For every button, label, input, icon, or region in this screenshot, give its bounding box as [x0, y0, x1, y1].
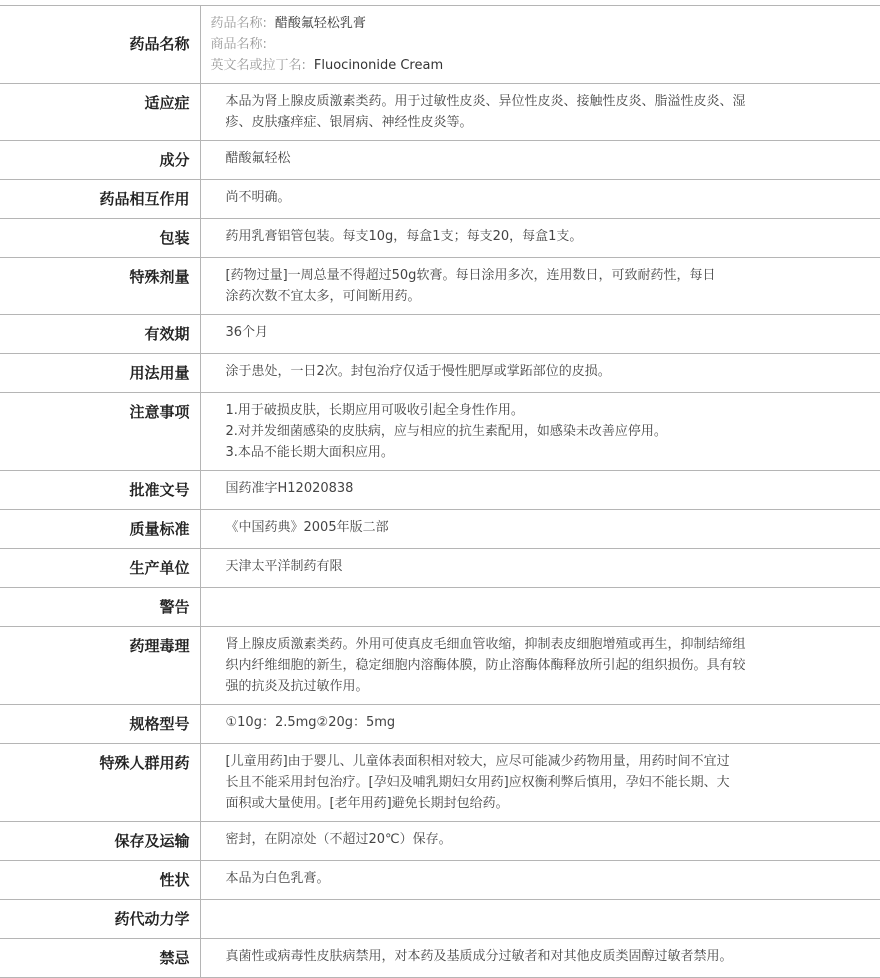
row-value	[200, 141, 880, 180]
row-value	[200, 510, 880, 549]
trade-name-label: 商品名称:	[210, 37, 267, 52]
drug-spec-table	[0, 5, 880, 978]
generic-name-line	[211, 13, 791, 34]
row-label: 包装	[0, 219, 200, 258]
value-line: 涂于患处，一日2次。封包治疗仅适于慢性肥厚或掌跖部位的皮损。	[225, 364, 611, 379]
row-label: 特殊人群用药	[0, 744, 200, 822]
english-name-line	[211, 55, 791, 76]
row-label: 药理毒理	[0, 627, 200, 705]
row-shelf-life	[0, 315, 880, 354]
row-label: 成分	[0, 141, 200, 180]
value-line: 肾上腺皮质激素类药。外用可使真皮毛细血管收缩，抑制表皮细胞增殖或再生，抑制结缔组	[225, 637, 746, 652]
row-pharmacokinetics	[0, 900, 880, 939]
generic-name-value: 醋酸氟轻松乳膏	[274, 16, 366, 31]
value-line: 强的抗炎及抗过敏作用。	[225, 679, 369, 694]
row-value	[200, 219, 880, 258]
row-value	[200, 84, 880, 141]
row-pharmacology	[0, 627, 880, 705]
value-line: 3.本品不能长期大面积应用。	[225, 445, 394, 460]
row-value	[200, 939, 880, 978]
row-ingredients	[0, 141, 880, 180]
row-label: 规格型号	[0, 705, 200, 744]
row-value	[200, 354, 880, 393]
row-label: 警告	[0, 588, 200, 627]
row-label: 药品名称	[0, 6, 200, 84]
row-value	[200, 822, 880, 861]
row-contraindications	[0, 939, 880, 978]
row-specification	[0, 705, 880, 744]
row-value	[200, 588, 880, 627]
row-value	[200, 705, 880, 744]
row-label: 药代动力学	[0, 900, 200, 939]
row-value	[200, 393, 880, 471]
name-block	[200, 6, 880, 84]
row-value	[200, 471, 880, 510]
row-warning	[0, 588, 880, 627]
value-line: 2.对并发细菌感染的皮肤病，应与相应的抗生素配用，如感染未改善应停用。	[225, 424, 667, 439]
value-line: [儿童用药]由于婴儿、儿童体表面积相对较大，应尽可能减少药物用量，用药时间不宜过	[225, 754, 730, 769]
value-line: 本品为肾上腺皮质激素类药。用于过敏性皮炎、异位性皮炎、接触性皮炎、脂溢性皮炎、湿	[225, 94, 746, 109]
row-special-dosage	[0, 258, 880, 315]
row-label: 特殊剂量	[0, 258, 200, 315]
value-line: 36个月	[225, 325, 269, 340]
row-value	[200, 900, 880, 939]
row-value	[200, 861, 880, 900]
row-packaging	[0, 219, 880, 258]
row-storage	[0, 822, 880, 861]
value-line: 长且不能采用封包治疗。[孕妇及哺乳期妇女用药]应权衡利弊后慎用，孕妇不能长期、大	[225, 775, 730, 790]
value-line: 醋酸氟轻松	[225, 151, 291, 166]
row-precautions	[0, 393, 880, 471]
value-line: ①10g：2.5mg②20g：5mg	[225, 715, 396, 730]
value-line: 国药准字H12020838	[225, 481, 354, 496]
value-line: 1.用于破损皮肤，长期应用可吸收引起全身性作用。	[225, 403, 524, 418]
row-appearance	[0, 861, 880, 900]
value-line: 织内纤维细胞的新生，稳定细胞内溶酶体膜，防止溶酶体酶释放所引起的组织损伤。具有较	[225, 658, 746, 673]
row-label: 有效期	[0, 315, 200, 354]
row-interactions	[0, 180, 880, 219]
value-line: 真菌性或病毒性皮肤病禁用，对本药及基质成分过敏者和对其他皮质类固醇过敏者禁用。	[225, 949, 733, 964]
row-label: 保存及运输	[0, 822, 200, 861]
row-approval-number	[0, 471, 880, 510]
row-value	[200, 315, 880, 354]
row-label: 性状	[0, 861, 200, 900]
value-line	[226, 907, 791, 928]
row-value	[200, 627, 880, 705]
row-quality-standard	[0, 510, 880, 549]
row-manufacturer	[0, 549, 880, 588]
value-line: 《中国药典》2005年版二部	[225, 520, 389, 535]
row-drug-name	[0, 6, 880, 84]
value-line: 天津太平洋制药有限	[225, 559, 343, 574]
row-value	[200, 744, 880, 822]
row-label: 适应症	[0, 84, 200, 141]
row-value	[200, 549, 880, 588]
english-name-value: Fluocinonide Cream	[313, 58, 444, 73]
generic-name-label: 药品名称:	[210, 16, 267, 31]
row-label: 禁忌	[0, 939, 200, 978]
row-label: 生产单位	[0, 549, 200, 588]
row-label: 质量标准	[0, 510, 200, 549]
trade-name-line	[211, 34, 791, 55]
value-line: 疹、皮肤瘙痒症、银屑病、神经性皮炎等。	[225, 115, 473, 130]
value-line: 涂药次数不宜太多，可间断用药。	[225, 289, 421, 304]
row-value	[200, 258, 880, 315]
row-label: 药品相互作用	[0, 180, 200, 219]
english-name-label: 英文名或拉丁名:	[210, 58, 306, 73]
row-label: 用法用量	[0, 354, 200, 393]
value-line: 尚不明确。	[225, 190, 291, 205]
value-line	[226, 595, 791, 616]
row-special-populations	[0, 744, 880, 822]
value-line: 密封，在阴凉处（不超过20℃）保存。	[225, 832, 452, 847]
row-label: 注意事项	[0, 393, 200, 471]
row-value	[200, 180, 880, 219]
row-label: 批准文号	[0, 471, 200, 510]
value-line: 本品为白色乳膏。	[225, 871, 330, 886]
row-indications	[0, 84, 880, 141]
value-line: [药物过量]一周总量不得超过50g软膏。每日涂用多次，连用数日，可致耐药性，每日	[225, 268, 716, 283]
value-line: 药用乳膏铝管包装。每支10g，每盒1支；每支20，每盒1支。	[225, 229, 583, 244]
row-usage	[0, 354, 880, 393]
value-line: 面积或大量使用。[老年用药]避免长期封包给药。	[225, 796, 509, 811]
